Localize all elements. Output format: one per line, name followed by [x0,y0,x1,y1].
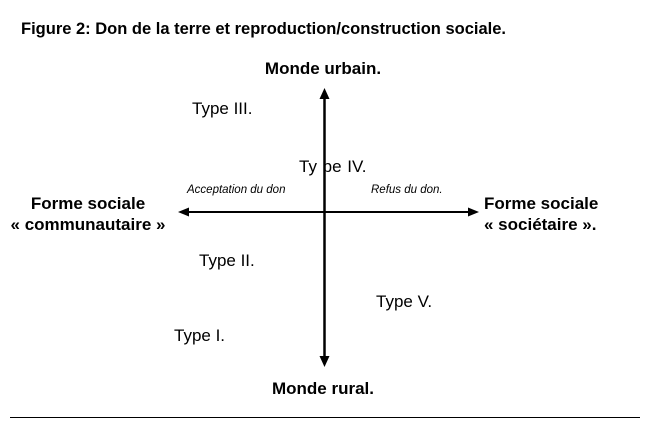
pole-left-label [0,193,176,236]
pole-left-line2: « communautaire » [10,215,166,235]
annotation-acceptation: Acceptation du don [187,184,286,196]
pole-right-label [484,193,598,236]
pole-right-line1: Forme sociale [484,194,599,213]
type-iii-label: Type III. [192,99,253,118]
arrow-up-icon [320,88,330,99]
type-i-label: Type I. [174,326,226,345]
type-iv-label: Ty pe IV. [299,157,367,176]
arrow-down-icon [320,356,330,367]
bottom-rule [10,417,640,418]
axis-label-top: Monde urbain. [264,59,382,78]
type-ii-label: Type II. [199,251,255,270]
axis-label-bottom: Monde rural. [271,379,374,398]
type-v-label: Type V. [376,292,433,311]
pole-left-line1: Forme sociale [30,194,146,213]
figure-title: Figure 2: Don de la terre et reproduction/construction sociale. [21,20,507,38]
annotation-refus: Refus du don. [371,184,443,196]
pole-right-line2: « sociétaire ». [484,215,597,235]
arrow-left-icon [178,208,189,217]
arrow-right-icon [468,208,479,217]
